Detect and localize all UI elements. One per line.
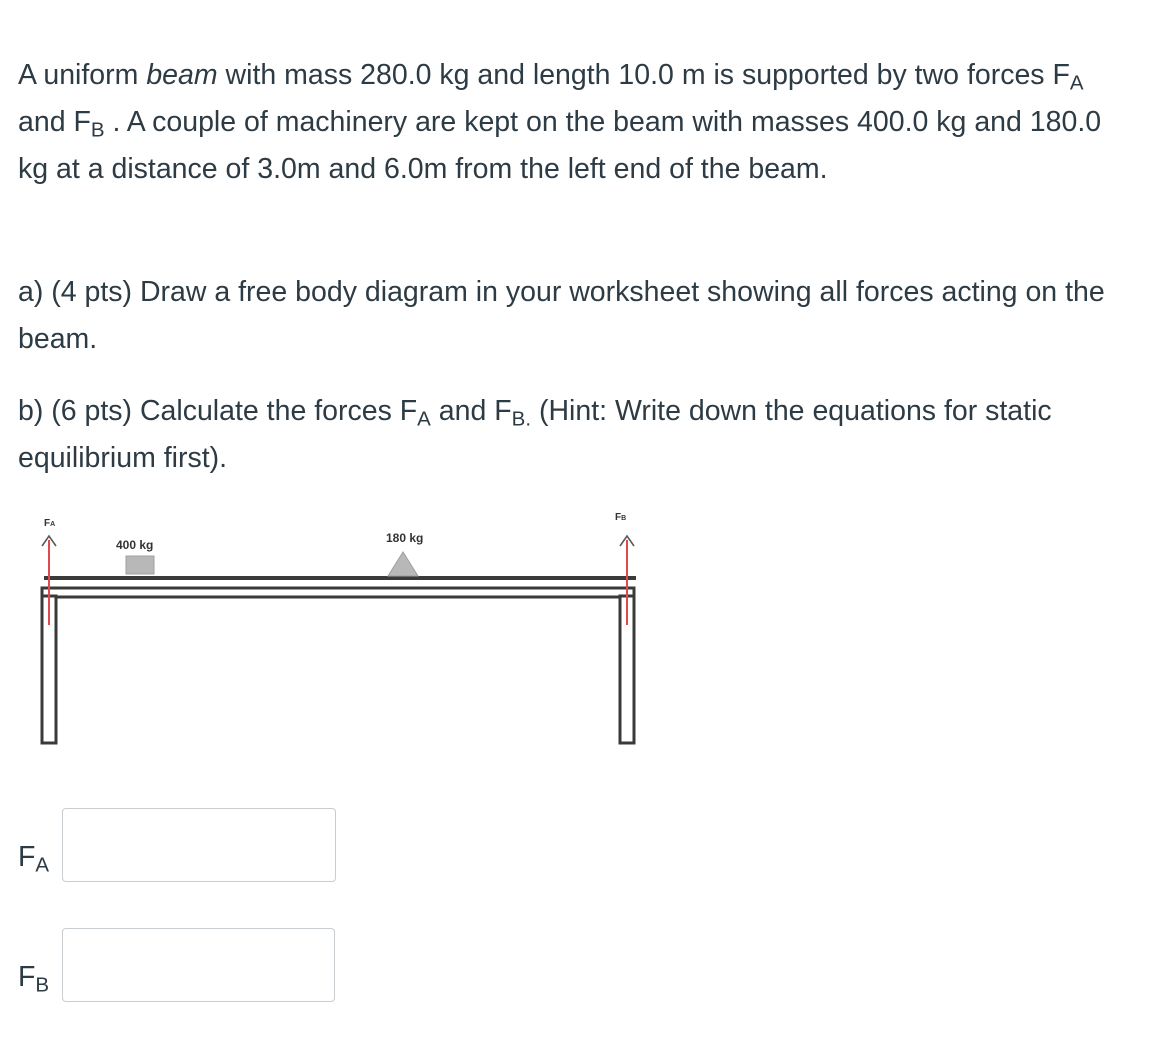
machine-400kg-block (126, 556, 154, 574)
beam-body (42, 588, 634, 597)
question-part-b: b) (6 pts) Calculate the forces $F_A$ and $F_{B.}$ (Hint: Write down the equations for static equilibrium first). (18, 395, 1052, 474)
answer-fa-input[interactable] (62, 808, 336, 882)
question-intro: A uniform beam with mass 280.0 kg and length 10.0 m is supported by two forces $F_A$ and $F_B$ . A couple of machinery are kept on the beam with masses 400.0 kg and 180.0 kg at a distance of 3.0m and 6.0m from the left end of the beam. (18, 59, 1102, 185)
machine-180kg-block (388, 552, 418, 576)
force-a-label: FA (44, 518, 56, 529)
answer-fa-label: $F_A$ (18, 841, 50, 877)
answer-fb-input[interactable] (62, 928, 335, 1002)
machine-180kg-label: 180 kg (386, 531, 424, 545)
answer-fb-label: $F_B$ (18, 961, 50, 997)
question-part-a: a) (4 pts) Draw a free body diagram in your worksheet showing all forces acting on the beam. (18, 276, 1105, 355)
force-b-label: FB (615, 512, 627, 523)
beam-emphasis: beam (146, 59, 218, 91)
beam-top-plank (44, 576, 636, 580)
beam-diagram (0, 500, 700, 760)
machine-400kg-label: 400 kg (116, 538, 154, 552)
